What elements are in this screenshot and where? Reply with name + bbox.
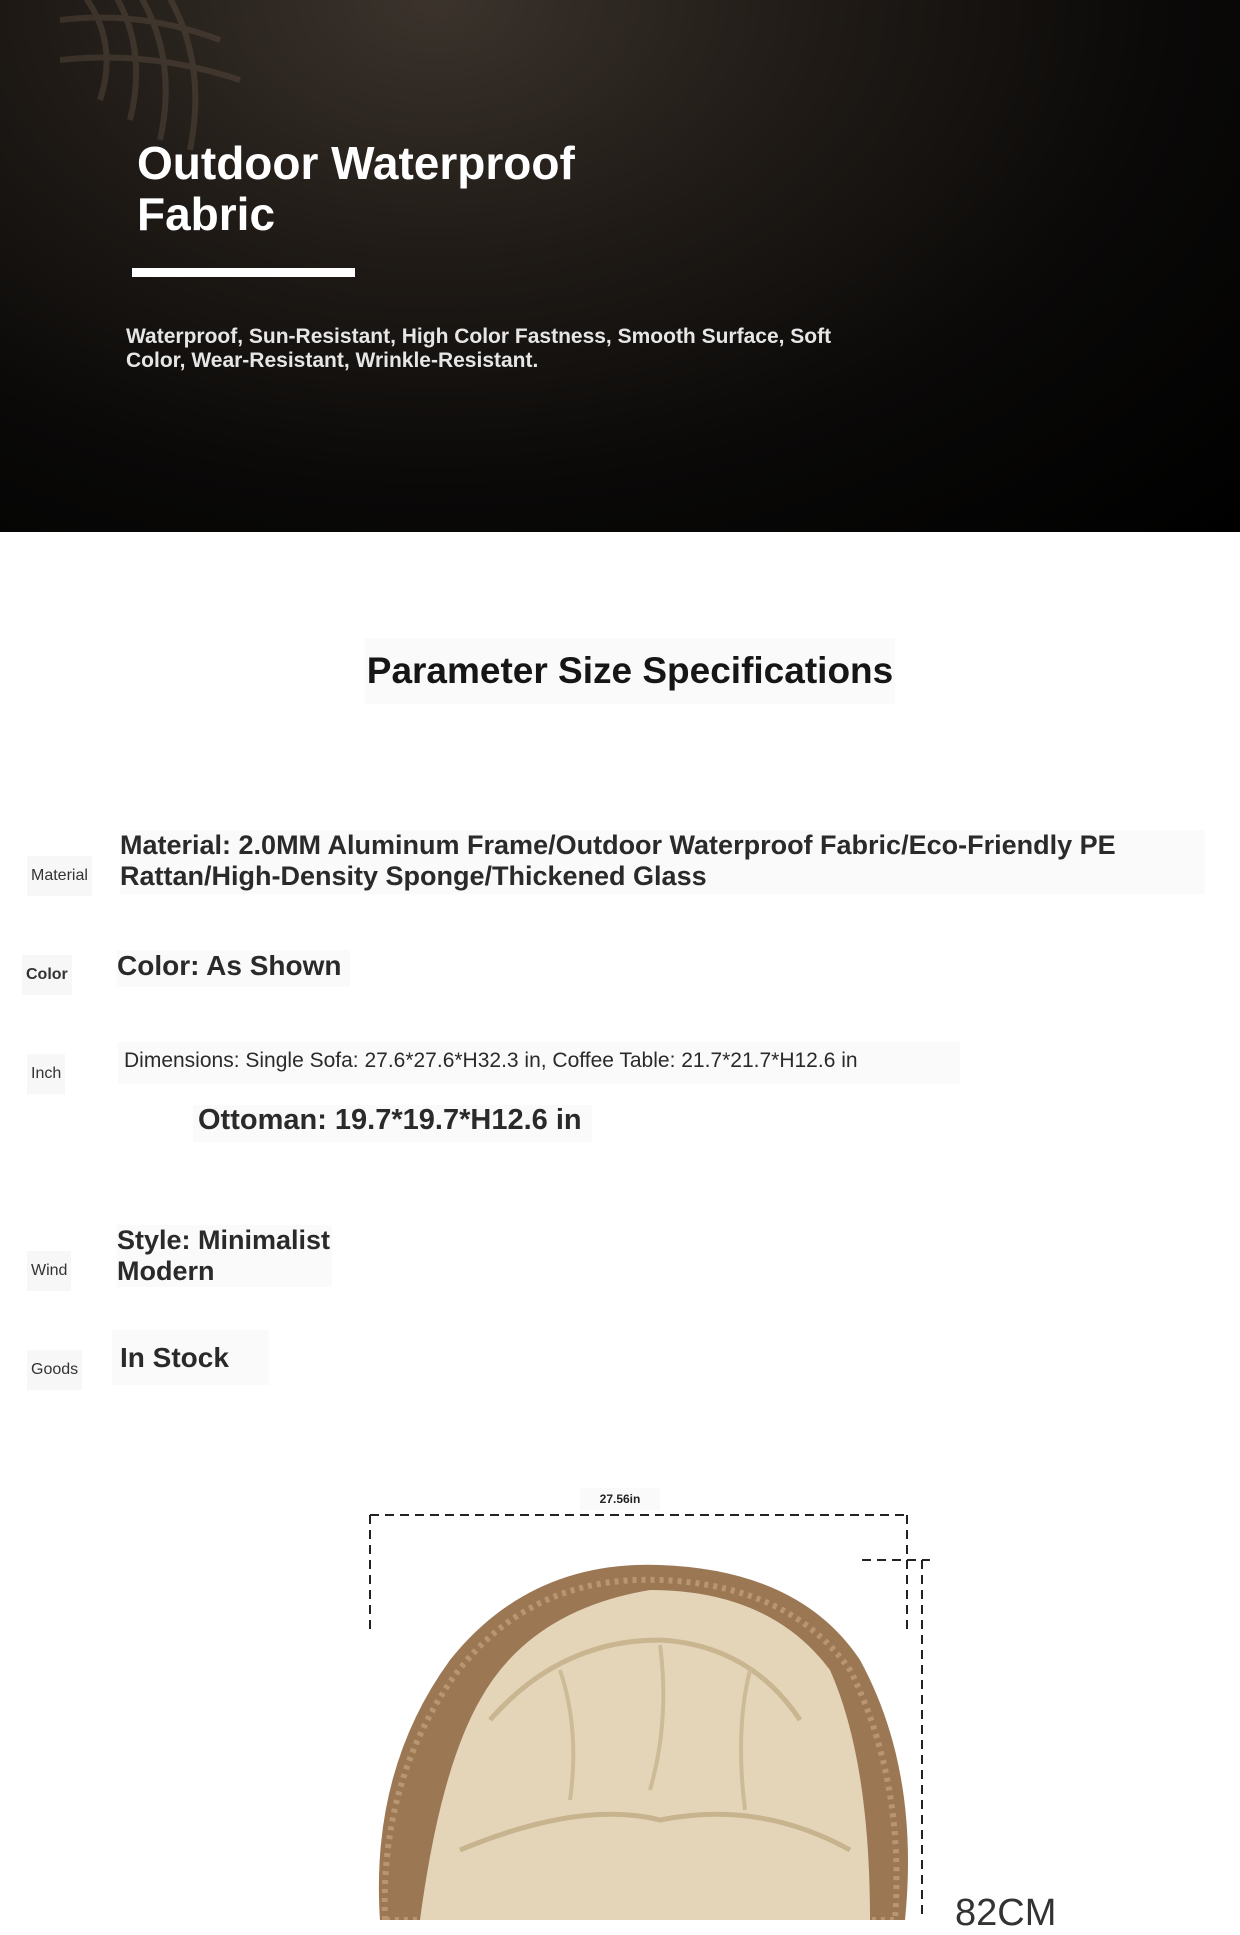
spec-label-goods: Goods [27,1350,82,1390]
width-dimension-label: 27.56in [580,1488,660,1510]
hero-title: Outdoor Waterproof Fabric [137,137,575,240]
spec-value-material: Material: 2.0MM Aluminum Frame/Outdoor Waterproof Fabric/Eco-Friendly PE Rattan/High-Density Sponge/Thickened Glass [120,830,1205,894]
height-dimension-label: 82CM [955,1892,1057,1934]
section-title: Parameter Size Specifications [365,638,895,704]
spec-value-color: Color: As Shown [117,950,350,987]
spec-label-material: Material [27,856,92,896]
hero-divider [132,268,355,277]
spec-label-wind: Wind [27,1251,71,1291]
spec-value-wind: Style: Minimalist Modern [117,1225,331,1286]
spec-value-ottoman: Ottoman: 19.7*19.7*H12.6 in [193,1105,592,1142]
hero-banner [0,0,1240,532]
spec-value-inch: Dimensions: Single Sofa: 27.6*27.6*H32.3 in, Coffee Table: 21.7*21.7*H12.6 in [118,1042,960,1084]
sofa-dimension-diagram [330,1470,970,1920]
spec-label-inch: Inch [27,1054,65,1094]
hero-subtitle: Waterproof, Sun-Resistant, High Color Fastness, Smooth Surface, Soft Color, Wear-Resistant, Wrinkle-Resistant. [126,325,832,372]
spec-value-goods: In Stock [112,1330,269,1385]
sofa-chair-image [379,1565,908,1920]
spec-label-color: Color [22,955,72,995]
